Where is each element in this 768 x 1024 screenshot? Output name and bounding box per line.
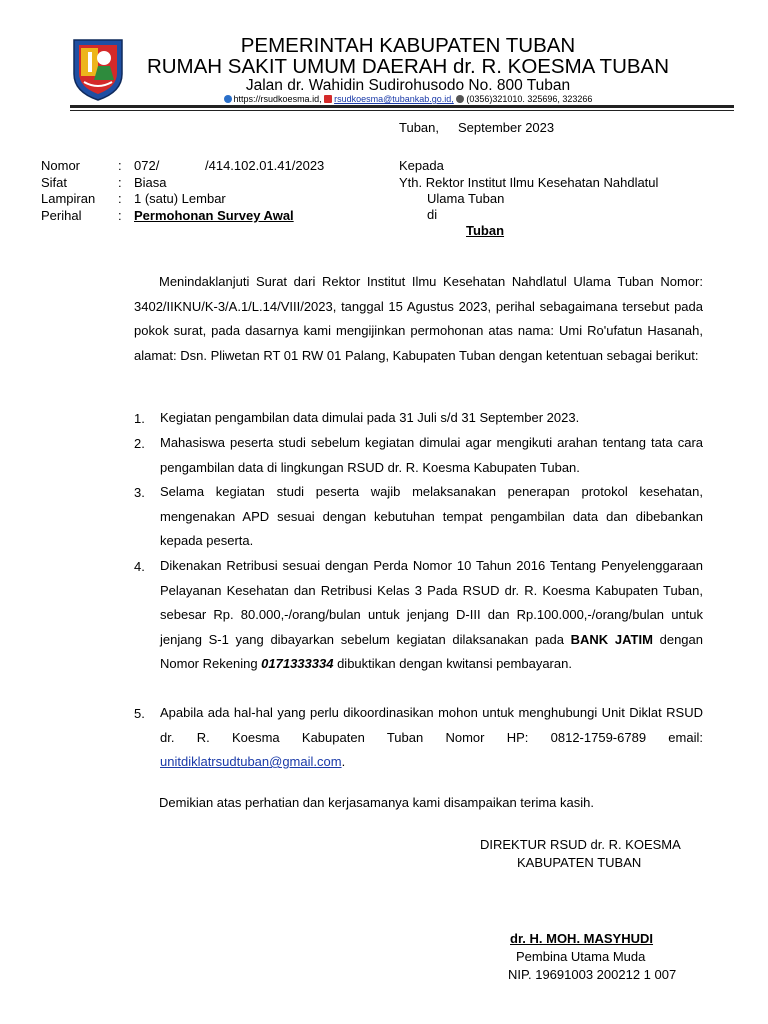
colon: : [118, 158, 122, 173]
place: Tuban, [399, 120, 439, 135]
letterhead-hospital: RUMAH SAKIT UMUM DAERAH dr. R. KOESMA TUBAN [146, 55, 670, 78]
perihal-label: Perihal [41, 208, 82, 223]
sifat-value: Biasa [134, 175, 167, 190]
email-link[interactable]: rsudkoesma@tubankab.go.id, [334, 94, 454, 104]
recipient-line1: Yth. Rektor Institut Ilmu Kesehatan Nahdlatul [399, 175, 659, 190]
item-text-part: . [341, 754, 346, 769]
recipient-kepada: Kepada [399, 158, 444, 173]
account-number: 0171333334 [261, 656, 334, 671]
body-intro [134, 270, 703, 368]
signatory-rank: Pembina Utama Muda [516, 949, 646, 964]
letterhead-rule-thin [70, 110, 734, 111]
item-text-part: Apabila ada hal-hal yang perlu dikoordinasikan mohon untuk menghubungi Unit Diklat RSUD dr. R. Koesma Kabupaten Tuban Nomor HP: 0812-1759-6789 email: [160, 705, 703, 745]
item-text-part: dibuktikan dengan kwitansi pembayaran. [333, 656, 572, 671]
letterhead-contacts [132, 93, 684, 105]
phone-icon [456, 95, 464, 103]
nomor-value-prefix: 072/ [134, 158, 160, 173]
item-text: Selama kegiatan studi peserta wajib melaksanakan penerapan protokol kesehatan, mengenakan APD sesuai dengan kebutuhan tempat pengambilan data dan dibebankan kepada peserta. [160, 484, 703, 548]
item-text-part: dengan Nomor Rekening [160, 631, 703, 671]
contact-email-link[interactable]: unitdiklatrsudtuban@gmail.com [160, 754, 342, 769]
nomor-label: Nomor [41, 158, 81, 173]
colon: : [118, 191, 122, 206]
recipient-di: di [427, 207, 438, 222]
signatory-name: dr. H. MOH. MASYHUDI [510, 931, 654, 946]
item-number: 4. [134, 559, 145, 574]
lampiran-label: Lampiran [41, 191, 96, 206]
signatory-nip: NIP. 19691003 200212 1 007 [508, 967, 677, 982]
recipient-line2: Ulama Tuban [427, 191, 505, 206]
website-text: https://rsudkoesma.id, [233, 94, 322, 104]
item-number: 5. [134, 706, 145, 721]
signature-title2: KABUPATEN TUBAN [517, 855, 642, 870]
sifat-label: Sifat [41, 175, 68, 190]
bank-name: BANK JATIM [570, 631, 653, 647]
letterhead-government: PEMERINTAH KABUPATEN TUBAN [240, 34, 576, 57]
letterhead-address: Jalan dr. Wahidin Sudirohusodo No. 800 Tuban [245, 77, 571, 94]
item-text: Kegiatan pengambilan data dimulai pada 31 Juli s/d 31 September 2023. [160, 410, 580, 425]
letterhead-rule-thick [70, 105, 734, 108]
recipient-city: Tuban [466, 223, 505, 238]
phone-text: (0356)321010. 325696, 323266 [466, 94, 593, 104]
item-number: 2. [134, 436, 145, 451]
perihal-value: Permohonan Survey Awal [134, 208, 294, 223]
colon: : [118, 175, 122, 190]
intro-paragraph: Menindaklanjuti Surat dari Rektor Institut Ilmu Kesehatan Nahdlatul Ulama Tuban Nomor: 3402/IIKNU/K-3/A.1/L.14/VIII/2023, tanggal 15 Agustus 2023, perihal sebagaimana tersebut pada pokok surat, pada dasarnya kami mengijinkan permohonan atas nama: Umi Ro'ufatun Hasanah, alamat: Dsn. Pliwetan RT 01 RW 01 Palang, Kabupaten Tuban dengan ketentuan sebagai berikut: [134, 274, 703, 363]
colon: : [118, 208, 122, 223]
item-text: Mahasiswa peserta studi sebelum kegiatan dimulai agar mengikuti arahan tentang tata cara pengambilan data di lingkungan RSUD dr. R. Koesma Kabupaten Tuban. [160, 435, 703, 475]
nomor-value-suffix: /414.102.01.41/2023 [205, 158, 325, 173]
closing-sentence: Demikian atas perhatian dan kerjasamanya kami disampaikan terima kasih. [159, 795, 594, 810]
mail-icon [324, 95, 332, 103]
item-text-contact [160, 701, 703, 775]
globe-icon [224, 95, 232, 103]
tuban-regency-logo [70, 36, 126, 102]
item-number: 1. [134, 411, 145, 426]
date: September 2023 [458, 120, 555, 135]
lampiran-value: 1 (satu) Lembar [134, 191, 226, 206]
item-number: 3. [134, 485, 145, 500]
item-text-retribusi [160, 554, 703, 677]
signature-title1: DIREKTUR RSUD dr. R. KOESMA [480, 837, 681, 852]
item-text-part: Dikenakan Retribusi sesuai dengan Perda Nomor 10 Tahun 2016 Tentang Penyelenggaraan Pelayanan Kesehatan dan Retribusi Kelas 3 Pada RSUD dr. R. Koesma Kabupaten Tuban, sebesar Rp. 80.000,-/orang/bulan untuk jenjang D-III dan Rp.100.000,-/orang/bulan untuk jenjang S-1 yang dibayarkan sebelum kegiatan dilaksanakan pada [160, 558, 703, 647]
